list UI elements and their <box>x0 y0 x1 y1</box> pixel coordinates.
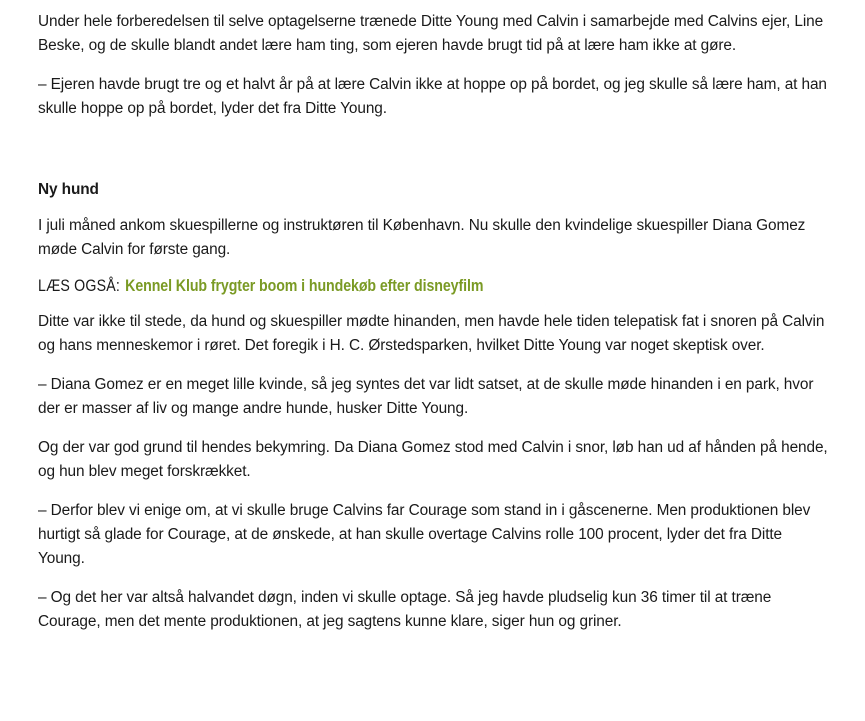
paragraph-table-quote: – Ejeren havde brugt tre og et halvt år på at lære Calvin ikke at hoppe op på bordet, og jeg skulle så lære ham, at han skulle hoppe op på bordet, lyder det fra Ditte Young. <box>38 76 827 117</box>
article-body <box>38 10 828 634</box>
paragraph-arrival: I juli måned ankom skuespillerne og instruktøren til København. Nu skulle den kvindelige skuespiller Diana Gomez møde Calvin for første gang. <box>38 217 806 258</box>
paragraph-36-hours-quote: – Og det her var altså halvandet døgn, inden vi skulle optage. Så jeg havde pludselig kun 36 timer til at træne Courage, men det mente produktionen, at jeg sagtens kunne klare, siger hun og griner. <box>38 589 772 630</box>
section-subheading: Ny hund <box>38 181 99 198</box>
read-also-link[interactable]: Kennel Klub frygter boom i hundekøb efter disneyfilm <box>125 277 484 295</box>
paragraph-courage-quote: – Derfor blev vi enige om, at vi skulle bruge Calvins far Courage som stand in i gåscenerne. Men produktionen blev hurtigt så glade for Courage, at de ønskede, at han skulle overtage Calvins rolle 100 procent, lyder det fra Ditte Young. <box>38 502 811 567</box>
read-also-box <box>38 274 717 298</box>
paragraph-park-quote: – Diana Gomez er en meget lille kvinde, så jeg syntes det var lidt satset, at de skulle møde hinanden i en park, hvor der er masser af liv og mange andre hunde, husker Ditte Young. <box>38 376 814 417</box>
paragraph-worry: Og der var god grund til hendes bekymring. Da Diana Gomez stod med Calvin i snor, løb han ud af hånden på hende, og hun blev meget forskrækket. <box>38 439 828 480</box>
paragraph-training: Under hele forberedelsen til selve optagelserne trænede Ditte Young med Calvin i samarbejde med Calvins ejer, Line Beske, og de skulle blandt andet lære ham ting, som ejeren havde brugt tid på at lære ham ikke at gøre. <box>38 13 824 54</box>
paragraph-meeting: Ditte var ikke til stede, da hund og skuespiller mødte hinanden, men havde hele tiden telepatisk fat i snoren på Calvin og hans menneskemor i røret. Det foregik i H. C. Ørstedsparken, hvilket Ditte Young var noget skeptisk over. <box>38 313 825 354</box>
read-also-label: LÆS OGSÅ: <box>38 277 120 295</box>
